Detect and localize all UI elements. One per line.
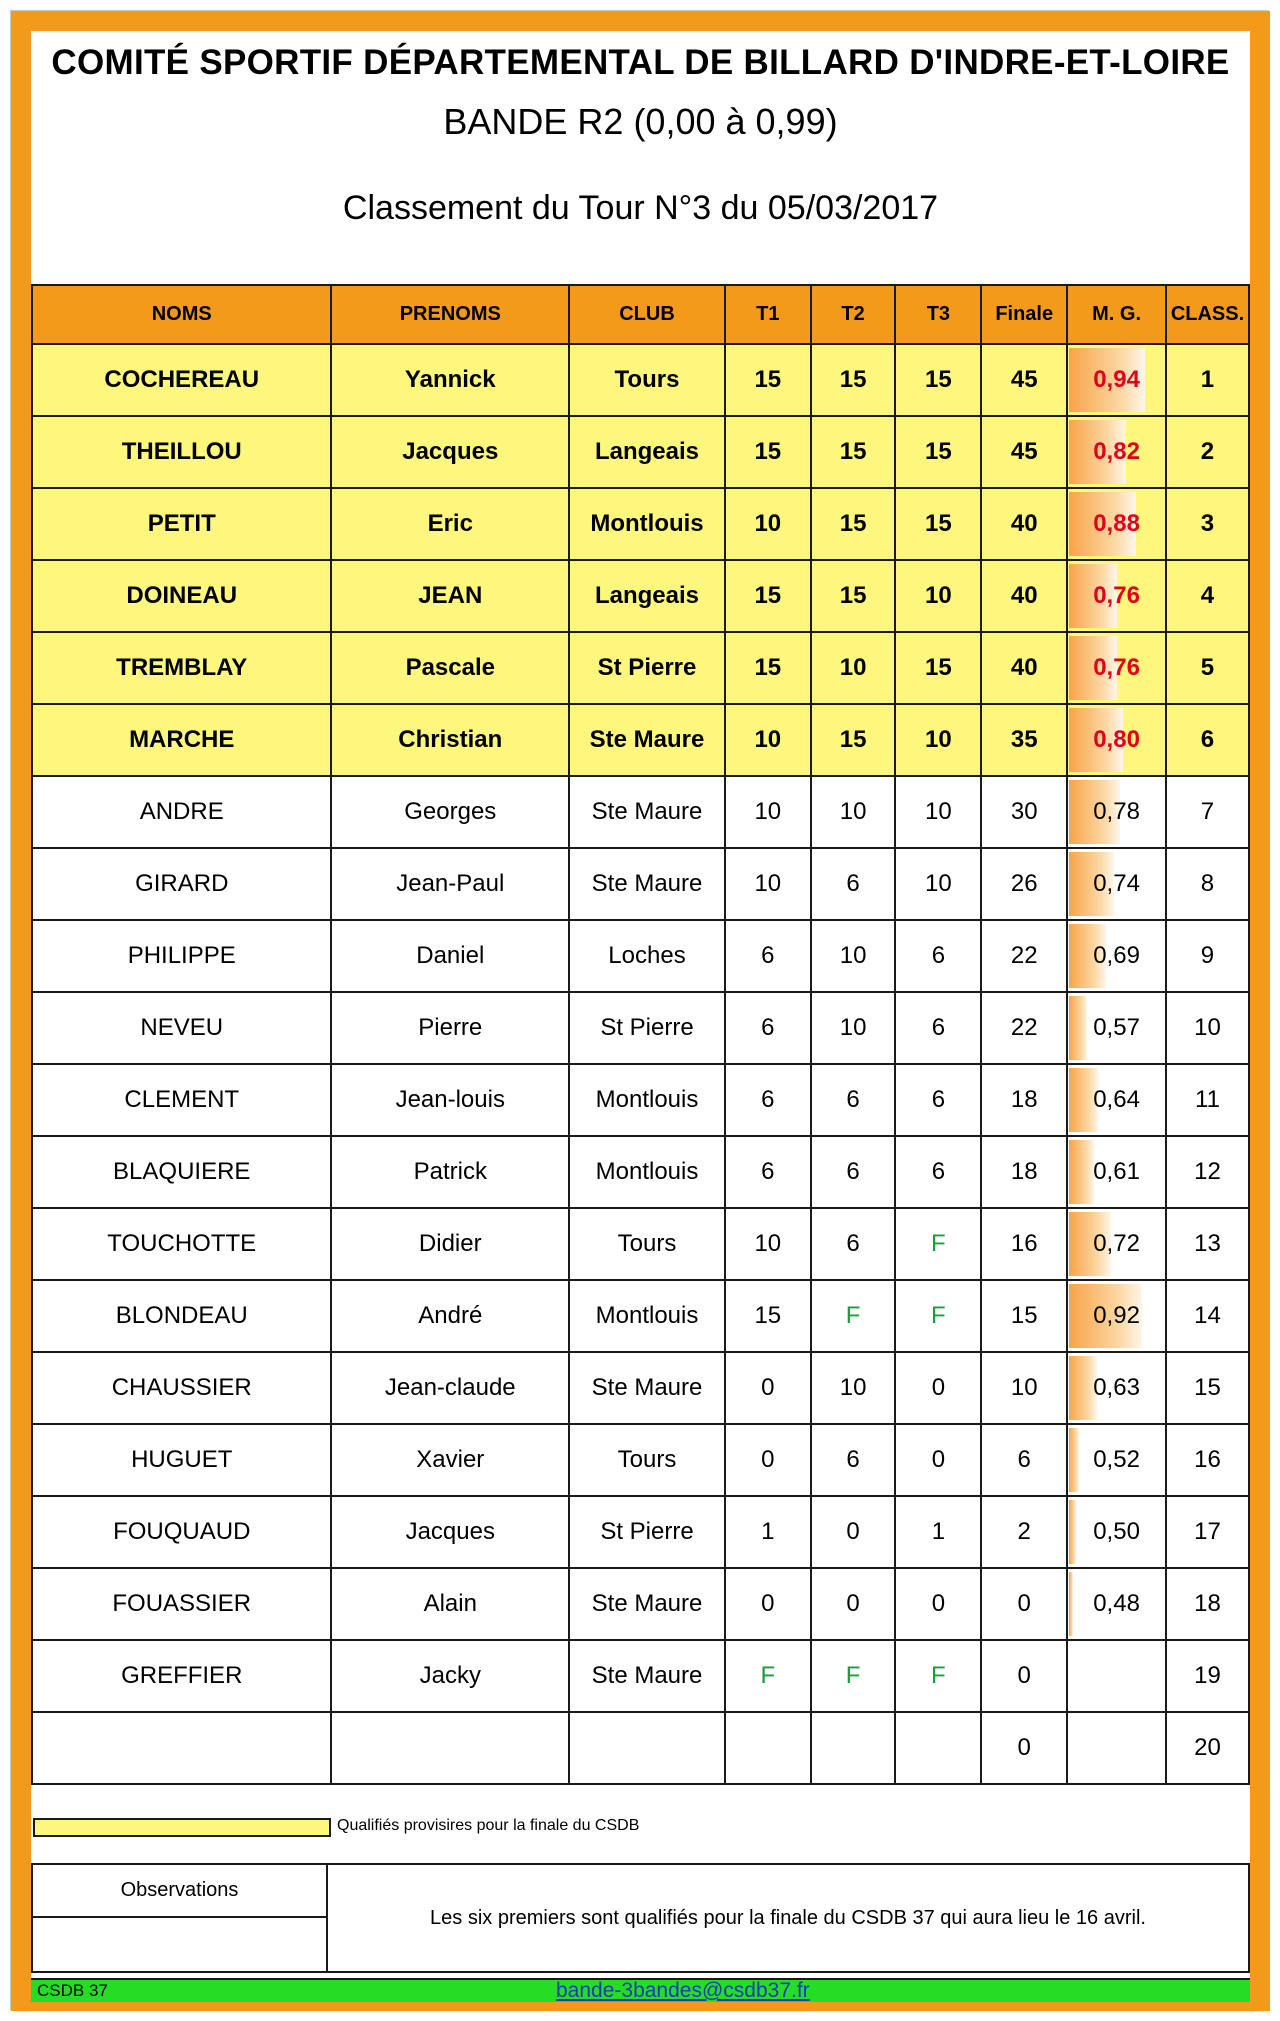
cell-nom: GIRARD bbox=[32, 848, 331, 920]
cell-t1: 10 bbox=[725, 776, 811, 848]
cell-class: 7 bbox=[1166, 776, 1249, 848]
table-row bbox=[32, 1136, 1249, 1208]
cell-prenom: Jean-Paul bbox=[331, 848, 569, 920]
cell-t3 bbox=[895, 1712, 981, 1784]
col-header-finale: Finale bbox=[981, 285, 1067, 344]
cell-t2: F bbox=[811, 1640, 896, 1712]
cell-t1: 6 bbox=[725, 992, 811, 1064]
cell-t2: 10 bbox=[811, 632, 896, 704]
footer-org: CSDB 37 bbox=[37, 1981, 108, 2000]
cell-t2: 6 bbox=[811, 848, 896, 920]
cell-nom: NEVEU bbox=[32, 992, 331, 1064]
cell-finale: 18 bbox=[981, 1136, 1067, 1208]
cell-club: St Pierre bbox=[569, 992, 725, 1064]
cell-nom: CHAUSSIER bbox=[32, 1352, 331, 1424]
cell-club: Ste Maure bbox=[569, 1640, 725, 1712]
cell-mg bbox=[1067, 1064, 1166, 1136]
cell-finale: 40 bbox=[981, 488, 1067, 560]
cell-nom: GREFFIER bbox=[32, 1640, 331, 1712]
mg-value: 0,82 bbox=[1093, 438, 1140, 465]
cell-mg bbox=[1067, 1568, 1166, 1640]
cell-t3: 0 bbox=[895, 1424, 981, 1496]
cell-class: 3 bbox=[1166, 488, 1249, 560]
cell-t1: 6 bbox=[725, 1136, 811, 1208]
cell-t3: 6 bbox=[895, 992, 981, 1064]
cell-t2 bbox=[811, 1712, 896, 1784]
cell-club: Ste Maure bbox=[569, 776, 725, 848]
cell-t1: 15 bbox=[725, 344, 811, 416]
cell-class: 11 bbox=[1166, 1064, 1249, 1136]
cell-mg bbox=[1067, 1712, 1166, 1784]
col-header-t3: T3 bbox=[895, 285, 981, 344]
table-row bbox=[32, 1280, 1249, 1352]
cell-nom: HUGUET bbox=[32, 1424, 331, 1496]
cell-t3: F bbox=[895, 1640, 981, 1712]
cell-class: 12 bbox=[1166, 1136, 1249, 1208]
ranking-body bbox=[32, 344, 1249, 1784]
cell-t3: 15 bbox=[895, 416, 981, 488]
cell-prenom: Jean-claude bbox=[331, 1352, 569, 1424]
cell-club: Langeais bbox=[569, 560, 725, 632]
cell-class: 4 bbox=[1166, 560, 1249, 632]
cell-mg bbox=[1067, 632, 1166, 704]
cell-club: Montlouis bbox=[569, 1136, 725, 1208]
cell-t2: 6 bbox=[811, 1424, 896, 1496]
cell-class: 6 bbox=[1166, 704, 1249, 776]
mg-value: 0,57 bbox=[1093, 1014, 1140, 1041]
cell-t1: 0 bbox=[725, 1568, 811, 1640]
cell-t3: F bbox=[895, 1208, 981, 1280]
cell-class: 14 bbox=[1166, 1280, 1249, 1352]
mg-value: 0,50 bbox=[1093, 1518, 1140, 1545]
cell-t1: 1 bbox=[725, 1496, 811, 1568]
col-header-t1: T1 bbox=[725, 285, 811, 344]
table-row bbox=[32, 1064, 1249, 1136]
observations-label-empty bbox=[31, 1916, 328, 1973]
cell-nom: FOUASSIER bbox=[32, 1568, 331, 1640]
mg-value: 0,52 bbox=[1093, 1446, 1140, 1473]
cell-nom: PHILIPPE bbox=[32, 920, 331, 992]
cell-club: St Pierre bbox=[569, 632, 725, 704]
cell-t2: 15 bbox=[811, 344, 896, 416]
table-header-row bbox=[32, 285, 1249, 344]
cell-prenom: Eric bbox=[331, 488, 569, 560]
cell-t1: 10 bbox=[725, 704, 811, 776]
cell-t2: 15 bbox=[811, 416, 896, 488]
cell-t2: 6 bbox=[811, 1208, 896, 1280]
cell-t3: 15 bbox=[895, 632, 981, 704]
cell-mg bbox=[1067, 1496, 1166, 1568]
mg-databar bbox=[1069, 1428, 1079, 1492]
legend-text: Qualifiés provisires pour la finale du CSDB bbox=[337, 1817, 640, 1834]
cell-mg bbox=[1067, 1280, 1166, 1352]
cell-finale: 10 bbox=[981, 1352, 1067, 1424]
mg-value: 0,94 bbox=[1093, 366, 1140, 393]
cell-finale: 35 bbox=[981, 704, 1067, 776]
footer-bar bbox=[31, 1978, 1250, 2002]
cell-t3: 6 bbox=[895, 920, 981, 992]
cell-mg bbox=[1067, 560, 1166, 632]
cell-mg bbox=[1067, 848, 1166, 920]
col-header-noms: NOMS bbox=[32, 285, 331, 344]
round-subtitle: Classement du Tour N°3 du 05/03/2017 bbox=[342, 189, 939, 227]
cell-finale: 2 bbox=[981, 1496, 1067, 1568]
cell-finale: 40 bbox=[981, 632, 1067, 704]
cell-nom: BLAQUIERE bbox=[32, 1136, 331, 1208]
mg-databar bbox=[1069, 1140, 1093, 1204]
cell-t2: 6 bbox=[811, 1136, 896, 1208]
cell-finale: 15 bbox=[981, 1280, 1067, 1352]
col-header-prenoms: PRENOMS bbox=[331, 285, 569, 344]
mg-value: 0,72 bbox=[1093, 1230, 1140, 1257]
cell-prenom: André bbox=[331, 1280, 569, 1352]
cell-class: 16 bbox=[1166, 1424, 1249, 1496]
cell-mg bbox=[1067, 992, 1166, 1064]
col-header-club: CLUB bbox=[569, 285, 725, 344]
cell-prenom: Jacques bbox=[331, 1496, 569, 1568]
cell-t2: 0 bbox=[811, 1496, 896, 1568]
cell-t2: 0 bbox=[811, 1568, 896, 1640]
cell-mg bbox=[1067, 920, 1166, 992]
cell-nom: DOINEAU bbox=[32, 560, 331, 632]
cell-t2: F bbox=[811, 1280, 896, 1352]
header bbox=[31, 31, 1250, 281]
cell-mg bbox=[1067, 1352, 1166, 1424]
cell-t3: 10 bbox=[895, 704, 981, 776]
table-row bbox=[32, 1424, 1249, 1496]
mg-value: 0,88 bbox=[1093, 510, 1140, 537]
cell-club: Loches bbox=[569, 920, 725, 992]
mg-value: 0,63 bbox=[1093, 1374, 1140, 1401]
cell-t3: 10 bbox=[895, 560, 981, 632]
cell-nom: THEILLOU bbox=[32, 416, 331, 488]
cell-finale: 45 bbox=[981, 416, 1067, 488]
document-page bbox=[10, 10, 1269, 2010]
mg-value: 0,74 bbox=[1093, 870, 1140, 897]
table-row bbox=[32, 704, 1249, 776]
table-row bbox=[32, 1496, 1249, 1568]
cell-t1: 15 bbox=[725, 1280, 811, 1352]
cell-t1: 6 bbox=[725, 1064, 811, 1136]
cell-nom: TREMBLAY bbox=[32, 632, 331, 704]
mg-databar bbox=[1069, 1572, 1073, 1636]
cell-t1: 10 bbox=[725, 848, 811, 920]
cell-t2: 10 bbox=[811, 992, 896, 1064]
cell-finale: 18 bbox=[981, 1064, 1067, 1136]
cell-t1: 15 bbox=[725, 416, 811, 488]
cell-finale: 6 bbox=[981, 1424, 1067, 1496]
mg-value: 0,48 bbox=[1093, 1590, 1140, 1617]
cell-mg bbox=[1067, 704, 1166, 776]
mg-value: 0,76 bbox=[1093, 582, 1140, 609]
cell-prenom: Daniel bbox=[331, 920, 569, 992]
cell-club: Montlouis bbox=[569, 1064, 725, 1136]
cell-prenom: Pascale bbox=[331, 632, 569, 704]
cell-class: 15 bbox=[1166, 1352, 1249, 1424]
cell-mg bbox=[1067, 488, 1166, 560]
table-row bbox=[32, 992, 1249, 1064]
legend-swatch bbox=[33, 1818, 331, 1837]
table-row bbox=[32, 1640, 1249, 1712]
cell-mg bbox=[1067, 1640, 1166, 1712]
cell-nom: TOUCHOTTE bbox=[32, 1208, 331, 1280]
cell-club: St Pierre bbox=[569, 1496, 725, 1568]
table-row bbox=[32, 1568, 1249, 1640]
mg-value: 0,80 bbox=[1093, 726, 1140, 753]
cell-nom: BLONDEAU bbox=[32, 1280, 331, 1352]
footer-email-link[interactable]: bande-3bandes@csdb37.fr bbox=[556, 1979, 810, 2002]
cell-nom: CLEMENT bbox=[32, 1064, 331, 1136]
cell-t2: 10 bbox=[811, 776, 896, 848]
cell-nom bbox=[32, 1712, 331, 1784]
cell-mg bbox=[1067, 1424, 1166, 1496]
cell-finale: 30 bbox=[981, 776, 1067, 848]
cell-finale: 45 bbox=[981, 344, 1067, 416]
mg-databar bbox=[1069, 1500, 1076, 1564]
committee-title: COMITÉ SPORTIF DÉPARTEMENTAL DE BILLARD D'INDRE-ET-LOIRE bbox=[51, 43, 1230, 82]
cell-t3: 1 bbox=[895, 1496, 981, 1568]
cell-class: 10 bbox=[1166, 992, 1249, 1064]
cell-prenom: Didier bbox=[331, 1208, 569, 1280]
cell-class: 19 bbox=[1166, 1640, 1249, 1712]
cell-t1: 15 bbox=[725, 560, 811, 632]
table-row bbox=[32, 776, 1249, 848]
cell-t2: 10 bbox=[811, 1352, 896, 1424]
col-header-t2: T2 bbox=[811, 285, 896, 344]
table-row bbox=[32, 848, 1249, 920]
cell-t1 bbox=[725, 1712, 811, 1784]
cell-prenom: Jean-louis bbox=[331, 1064, 569, 1136]
cell-finale: 0 bbox=[981, 1568, 1067, 1640]
cell-prenom: JEAN bbox=[331, 560, 569, 632]
ranking-table bbox=[31, 284, 1250, 1785]
cell-prenom: Jacques bbox=[331, 416, 569, 488]
cell-t3: 10 bbox=[895, 848, 981, 920]
cell-nom: FOUQUAUD bbox=[32, 1496, 331, 1568]
cell-t1: 0 bbox=[725, 1424, 811, 1496]
cell-club: Ste Maure bbox=[569, 704, 725, 776]
table-row bbox=[32, 1208, 1249, 1280]
table-row bbox=[32, 920, 1249, 992]
mg-value: 0,92 bbox=[1093, 1302, 1140, 1329]
cell-mg bbox=[1067, 344, 1166, 416]
cell-t2: 15 bbox=[811, 560, 896, 632]
col-header-class: CLASS. bbox=[1166, 285, 1249, 344]
cell-t1: 6 bbox=[725, 920, 811, 992]
sheet bbox=[31, 31, 1250, 2002]
cell-club bbox=[569, 1712, 725, 1784]
category-title: BANDE R2 (0,00 à 0,99) bbox=[443, 101, 838, 142]
cell-t2: 6 bbox=[811, 1064, 896, 1136]
cell-prenom: Xavier bbox=[331, 1424, 569, 1496]
cell-t3: 0 bbox=[895, 1352, 981, 1424]
cell-class: 1 bbox=[1166, 344, 1249, 416]
cell-prenom: Jacky bbox=[331, 1640, 569, 1712]
cell-finale: 26 bbox=[981, 848, 1067, 920]
table-row bbox=[32, 560, 1249, 632]
cell-t1: 15 bbox=[725, 632, 811, 704]
cell-t3: 10 bbox=[895, 776, 981, 848]
cell-t3: 6 bbox=[895, 1064, 981, 1136]
cell-finale: 22 bbox=[981, 920, 1067, 992]
cell-nom: PETIT bbox=[32, 488, 331, 560]
col-header-mg: M. G. bbox=[1067, 285, 1166, 344]
orange-frame bbox=[11, 11, 1270, 2011]
mg-value: 0,78 bbox=[1093, 798, 1140, 825]
cell-mg bbox=[1067, 416, 1166, 488]
cell-t2: 10 bbox=[811, 920, 896, 992]
cell-finale: 0 bbox=[981, 1640, 1067, 1712]
cell-class: 20 bbox=[1166, 1712, 1249, 1784]
cell-t1: F bbox=[725, 1640, 811, 1712]
cell-prenom: Pierre bbox=[331, 992, 569, 1064]
cell-t3: 15 bbox=[895, 488, 981, 560]
observations-text: Les six premiers sont qualifiés pour la finale du CSDB 37 qui aura lieu le 16 avril. bbox=[326, 1863, 1250, 1973]
mg-databar bbox=[1069, 996, 1087, 1060]
cell-prenom bbox=[331, 1712, 569, 1784]
cell-prenom: Christian bbox=[331, 704, 569, 776]
table-row bbox=[32, 416, 1249, 488]
cell-finale: 0 bbox=[981, 1712, 1067, 1784]
cell-club: Ste Maure bbox=[569, 1568, 725, 1640]
cell-class: 8 bbox=[1166, 848, 1249, 920]
cell-finale: 40 bbox=[981, 560, 1067, 632]
cell-t2: 15 bbox=[811, 704, 896, 776]
mg-value: 0,64 bbox=[1093, 1086, 1140, 1113]
cell-finale: 22 bbox=[981, 992, 1067, 1064]
cell-club: Ste Maure bbox=[569, 1352, 725, 1424]
cell-finale: 16 bbox=[981, 1208, 1067, 1280]
mg-value: 0,61 bbox=[1093, 1158, 1140, 1185]
cell-club: Langeais bbox=[569, 416, 725, 488]
table-row bbox=[32, 344, 1249, 416]
cell-class: 13 bbox=[1166, 1208, 1249, 1280]
cell-nom: MARCHE bbox=[32, 704, 331, 776]
cell-class: 9 bbox=[1166, 920, 1249, 992]
cell-class: 2 bbox=[1166, 416, 1249, 488]
cell-prenom: Georges bbox=[331, 776, 569, 848]
cell-mg bbox=[1067, 1208, 1166, 1280]
cell-prenom: Patrick bbox=[331, 1136, 569, 1208]
cell-prenom: Alain bbox=[331, 1568, 569, 1640]
cell-nom: ANDRE bbox=[32, 776, 331, 848]
cell-t1: 10 bbox=[725, 488, 811, 560]
cell-prenom: Yannick bbox=[331, 344, 569, 416]
mg-value: 0,76 bbox=[1093, 654, 1140, 681]
cell-t3: F bbox=[895, 1280, 981, 1352]
cell-nom: COCHEREAU bbox=[32, 344, 331, 416]
observations-label: Observations bbox=[31, 1863, 328, 1918]
cell-t3: 6 bbox=[895, 1136, 981, 1208]
cell-class: 17 bbox=[1166, 1496, 1249, 1568]
cell-club: Tours bbox=[569, 344, 725, 416]
mg-value: 0,69 bbox=[1093, 942, 1140, 969]
cell-mg bbox=[1067, 1136, 1166, 1208]
cell-club: Tours bbox=[569, 1424, 725, 1496]
cell-club: Montlouis bbox=[569, 488, 725, 560]
cell-club: Tours bbox=[569, 1208, 725, 1280]
cell-t3: 15 bbox=[895, 344, 981, 416]
cell-t1: 10 bbox=[725, 1208, 811, 1280]
cell-mg bbox=[1067, 776, 1166, 848]
cell-t3: 0 bbox=[895, 1568, 981, 1640]
table-row bbox=[32, 1352, 1249, 1424]
cell-club: Ste Maure bbox=[569, 848, 725, 920]
cell-club: Montlouis bbox=[569, 1280, 725, 1352]
cell-t1: 0 bbox=[725, 1352, 811, 1424]
cell-class: 5 bbox=[1166, 632, 1249, 704]
table-row bbox=[32, 1712, 1249, 1784]
table-row bbox=[32, 488, 1249, 560]
table-row bbox=[32, 632, 1249, 704]
cell-t2: 15 bbox=[811, 488, 896, 560]
cell-class: 18 bbox=[1166, 1568, 1249, 1640]
